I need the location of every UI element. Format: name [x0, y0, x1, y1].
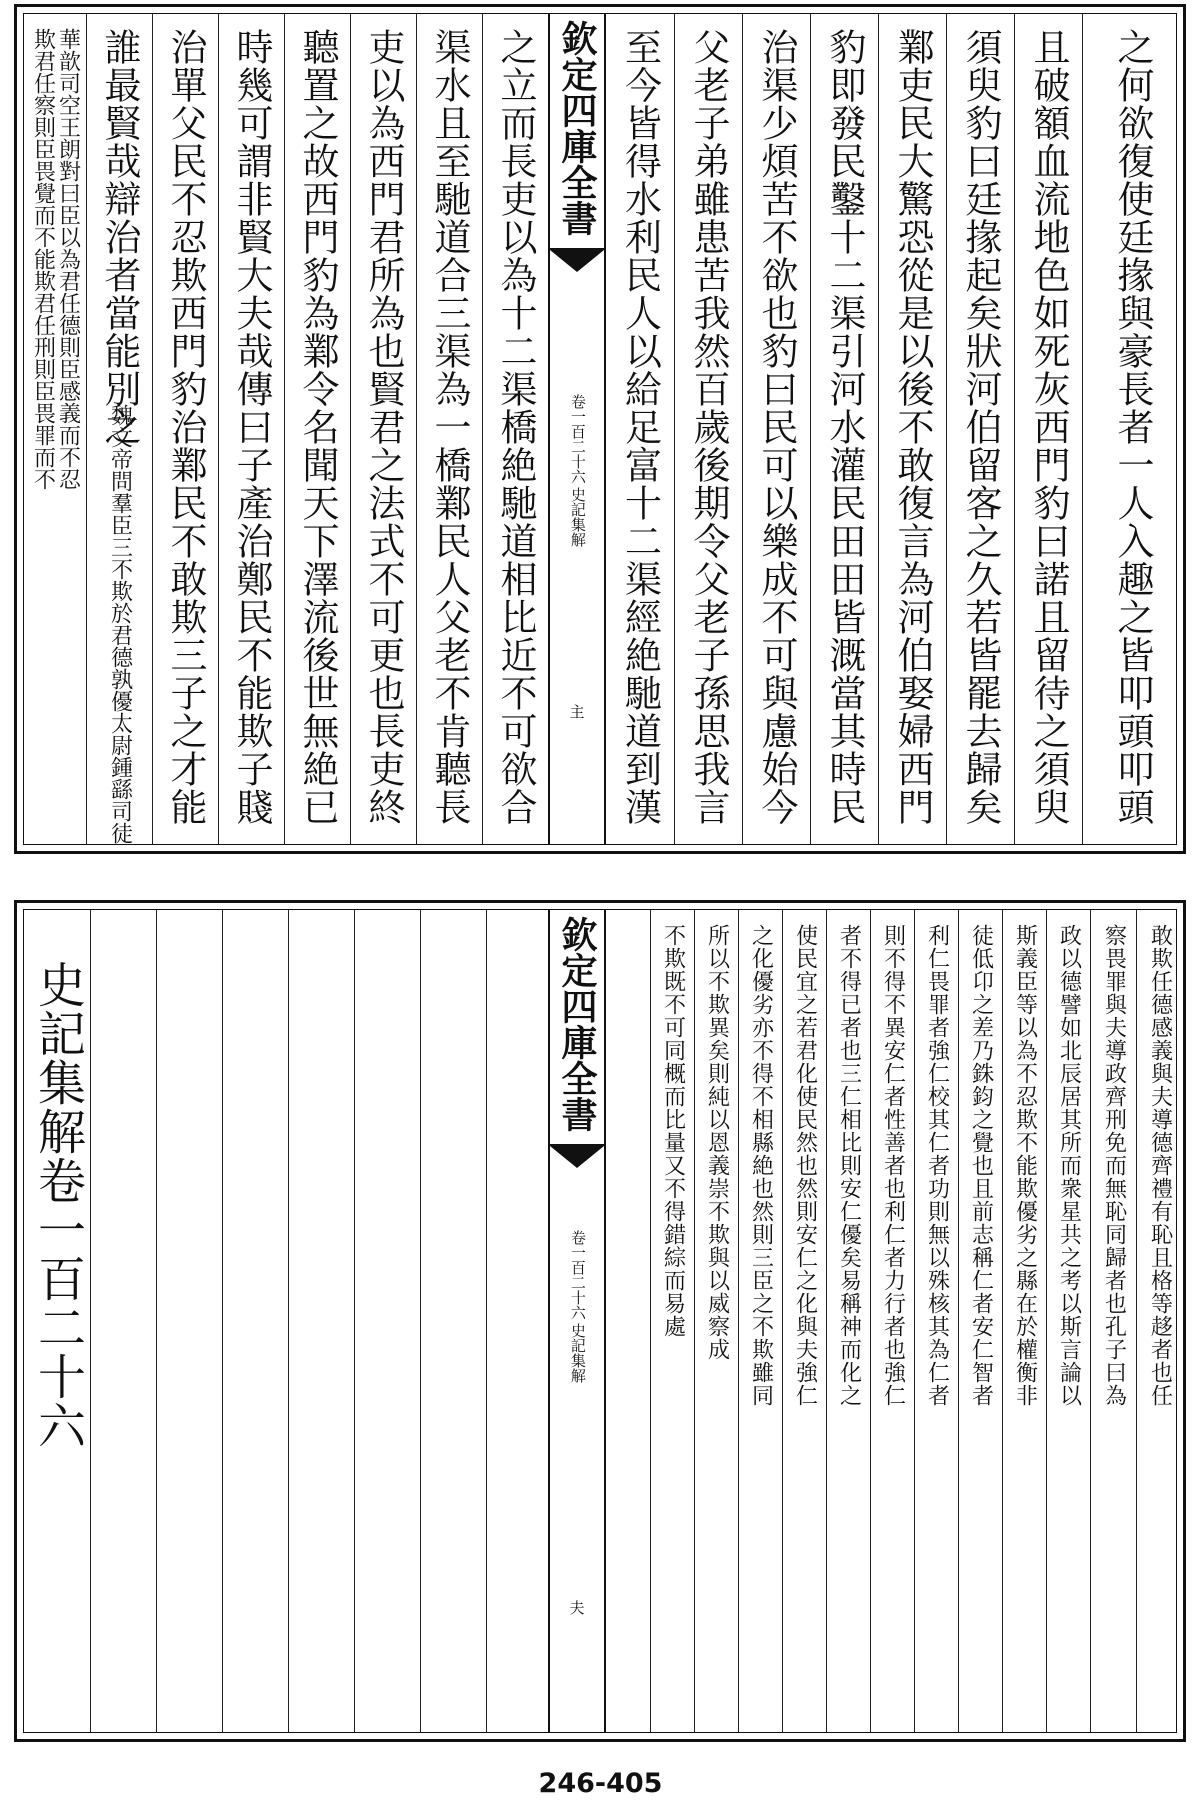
- volume-title-column: [24, 910, 90, 1732]
- annotation-column: [650, 910, 694, 1732]
- text-column: [284, 14, 350, 844]
- leaf-number: 夫: [567, 1600, 586, 1615]
- blank-column: [606, 910, 650, 1732]
- book-title: 欽定四庫全書: [556, 916, 598, 1132]
- column-text: 誰最賢哉辯治者當能別之: [98, 28, 141, 446]
- band-subtitle: [569, 394, 585, 547]
- text-column: [946, 14, 1014, 844]
- text-column: [416, 14, 482, 844]
- fish-tail-mark: [550, 1144, 604, 1160]
- blank-column: [486, 910, 548, 1732]
- text-column: [878, 14, 946, 844]
- annotation-line: 華歆司空王朗對曰臣以為君任德則臣感義而不忍: [55, 28, 81, 490]
- annotation-column: [782, 910, 826, 1732]
- volume-title: 史記集解卷一百二十六: [29, 960, 86, 1450]
- column-text: 吏以為西門君所為也賢君之法式不可更也長吏終: [362, 28, 405, 826]
- text-column: [1082, 14, 1182, 844]
- page-number: 246-405: [538, 1768, 663, 1799]
- annotation-text: 所以不欺異矣則純以恩義崇不欺與以威察成: [704, 924, 730, 1361]
- column-text: 時幾可謂非賢大夫哉傳曰子產治鄭民不能欺子賤: [230, 28, 273, 826]
- text-column: [606, 14, 674, 844]
- annotation-column: [1136, 910, 1182, 1732]
- annotation-column: [1002, 910, 1046, 1732]
- band-subtitle-left: 卷一百二十六: [568, 394, 587, 484]
- band-subtitle: [569, 1230, 585, 1383]
- column-text: 鄴吏民大驚恐從是以後不敢復言為河伯娶婦西門: [891, 28, 934, 826]
- annotation-column: [958, 910, 1002, 1732]
- blank-column: [288, 910, 354, 1732]
- annotation-text: 徒低卬之差乃銖鈞之覺也且前志稱仁者安仁智者: [968, 924, 994, 1407]
- fish-tail-band: [548, 14, 606, 844]
- annotation-text: 使民宜之若君化使民然也然則安仁之化與夫強仁: [792, 924, 818, 1407]
- annotation-text: 利仁畏罪者強仁校其仁者功則無以殊核其為仁者: [924, 924, 950, 1407]
- annotation-text: 不欺既不可同概而比量又不得錯綜而易處: [660, 924, 686, 1338]
- column-text: 且破額血流地色如死灰西門豹曰諾且留待之須臾: [1027, 28, 1070, 826]
- column-text: 治渠少煩苦不欲也豹曰民可以樂成不可與慮始今: [755, 28, 798, 826]
- bottom-page-frame: [23, 909, 1177, 1733]
- annotation-line: 魏文帝問羣臣三不欺於君德孰優太尉鍾繇司徒: [107, 404, 133, 844]
- band-subtitle-left: 卷一百二十六: [568, 1230, 587, 1320]
- text-column: [218, 14, 284, 844]
- text-column: [1014, 14, 1082, 844]
- text-column: [24, 14, 86, 844]
- top-page-panel: [14, 4, 1186, 854]
- blank-column: [420, 910, 486, 1732]
- annotation-column: [1090, 910, 1136, 1732]
- annotation-pair: [32, 28, 79, 490]
- annotation-text: 者不得已者也三仁相比則安仁優矣易稱神而化之: [836, 924, 862, 1407]
- fish-tail-band: [548, 910, 606, 1732]
- annotation-text: 敢欺任德感義與夫導德齊禮有恥且格等趍者也任: [1147, 924, 1173, 1407]
- annotation-line: 欺君任察則臣畏覺而不能欺君任刑則臣畏罪而不: [30, 28, 56, 490]
- annotation-text: 察畏罪與夫導政齊刑免而無恥同歸者也孔子曰為: [1101, 924, 1127, 1407]
- leaf-number: 主: [567, 704, 586, 719]
- text-column: [674, 14, 742, 844]
- text-column: [810, 14, 878, 844]
- column-text: 父老子弟雖患苦我然百歲後期令父老子孫思我言: [687, 28, 730, 826]
- blank-column: [156, 910, 222, 1732]
- column-text: 聽置之故西門豹為鄴令名聞天下澤流後世無絶已: [296, 28, 339, 826]
- column-text: 渠水且至馳道合三渠為一橋鄴民人父老不肯聽長: [428, 28, 471, 826]
- band-subtitle-right: 史記集解: [568, 487, 587, 547]
- text-column: [742, 14, 810, 844]
- column-text: 之何欲復使廷掾與豪長者一人入趣之皆叩頭叩頭: [1111, 28, 1154, 826]
- top-page-frame: [23, 13, 1177, 845]
- annotation-column: [738, 910, 782, 1732]
- fish-tail-mark: [550, 248, 604, 264]
- annotation-text: 則不得不異安仁者性善者也利仁者力行者也強仁: [880, 924, 906, 1407]
- annotation-column: [1046, 910, 1090, 1732]
- blank-column: [90, 910, 156, 1732]
- annotation-column: [694, 910, 738, 1732]
- blank-column: [354, 910, 420, 1732]
- annotation-text: 政以德譬如北辰居其所而衆星共之考以斯言論以: [1056, 924, 1082, 1407]
- annotation-column: [914, 910, 958, 1732]
- text-column: [86, 14, 152, 844]
- bottom-page-panel: [14, 900, 1186, 1742]
- band-subtitle-right: 史記集解: [568, 1323, 587, 1383]
- column-text: 之立而長吏以為十二渠橋絶馳道相比近不可欲合: [494, 28, 537, 826]
- book-title: 欽定四庫全書: [556, 20, 598, 236]
- text-column: [350, 14, 416, 844]
- column-text: 須臾豹曰廷掾起矣狀河伯留客之久若皆罷去歸矣: [959, 28, 1002, 826]
- text-column: [152, 14, 218, 844]
- annotation-column: [826, 910, 870, 1732]
- text-column: [482, 14, 548, 844]
- blank-column: [222, 910, 288, 1732]
- annotation-pair: [109, 404, 131, 844]
- annotation-text: 斯義臣等以為不忍欺不能欺優劣之縣在於權衡非: [1012, 924, 1038, 1407]
- annotation-column: [870, 910, 914, 1732]
- annotation-text: 之化優劣亦不得不相縣絶也然則三臣之不欺雖同: [748, 924, 774, 1407]
- column-text: 治單父民不忍欺西門豹治鄴民不敢欺三子之才能: [164, 28, 207, 826]
- column-text: 至今皆得水利民人以給足富十二渠經絶馳道到漢: [618, 28, 662, 826]
- column-text: 豹即發民鑿十二渠引河水灌民田田皆溉當其時民: [823, 28, 866, 826]
